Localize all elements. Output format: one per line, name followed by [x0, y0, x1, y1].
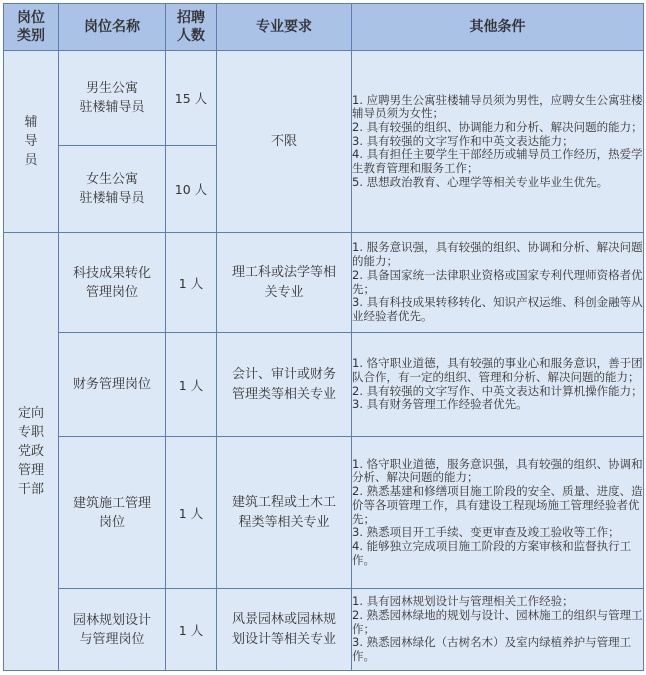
- headcount: 1 人: [166, 437, 217, 589]
- position-name: 男生公寓 驻楼辅导员: [59, 51, 166, 146]
- major-requirement: 会计、审计或财务 管理类等相关专业: [217, 333, 352, 437]
- position-name: 园林规划设计 与管理岗位: [59, 589, 166, 671]
- header-conditions: 其他条件: [352, 4, 644, 51]
- position-name: 建筑施工管理 岗位: [59, 437, 166, 589]
- recruitment-table: [3, 3, 644, 671]
- headcount: 1 人: [166, 589, 217, 671]
- header-category: 岗位 类别: [4, 4, 59, 51]
- header-position-name: 岗位名称: [59, 4, 166, 51]
- headcount: 15 人: [166, 51, 217, 146]
- other-conditions: 1. 应聘男生公寓驻楼辅导员须为男性，应聘女生公寓驻楼辅导员须为女性； 2. 具有较强的组织、协调能力和分析、解决问题的能力； 3. 具有较强的文字写作和中英文表达能力； 4. 具有担任主要学生干部经历或辅导员工作经历，热爱学生教育管理和服务工作； 5. 思想政治教育、心理学等相关专业毕业生优先。: [352, 51, 644, 233]
- other-conditions: 1. 恪守职业道德，具有较强的事业心和服务意识，善于团队合作，有一定的组织、管理和分析、解决问题的能力； 2. 具有较强的文字写作、中英文表达和计算机操作能力； 3. 具有财务管理工作经验者优先。: [352, 333, 644, 437]
- headcount: 1 人: [166, 233, 217, 333]
- header-row: [4, 4, 644, 51]
- headcount: 10 人: [166, 146, 217, 233]
- table-row: [4, 233, 644, 333]
- category-counselor: 辅 导 员: [4, 51, 59, 233]
- position-name: 科技成果转化 管理岗位: [59, 233, 166, 333]
- category-admin-cadre: 定向 专职 党政 管理 干部: [4, 233, 59, 671]
- other-conditions: 1. 服务意识强，具有较强的组织、协调和分析、解决问题的能力； 2. 具备国家统一法律职业资格或国家专利代理师资格者优先； 3. 具有科技成果转移转化、知识产权运维、科创金融等从业经验者优先。: [352, 233, 644, 333]
- table-row: [4, 333, 644, 437]
- major-requirement: 建筑工程或土木工 程类等相关专业: [217, 437, 352, 589]
- table-row: [4, 589, 644, 671]
- table-row: [4, 437, 644, 589]
- major-requirement: 风景园林或园林规 划设计等相关专业: [217, 589, 352, 671]
- major-requirement: 不限: [217, 51, 352, 233]
- major-requirement: 理工科或法学等相 关专业: [217, 233, 352, 333]
- header-major: 专业要求: [217, 4, 352, 51]
- other-conditions: 1. 具有园林规划设计与管理相关工作经验； 2. 熟悉园林绿地的规划与设计、园林施工的组织与管理工作； 3. 熟悉园林绿化（古树名木）及室内绿植养护与管理工作。: [352, 589, 644, 671]
- headcount: 1 人: [166, 333, 217, 437]
- table-row: [4, 51, 644, 146]
- other-conditions: 1. 恪守职业道德，服务意识强，具有较强的组织、协调和分析、解决问题的能力； 2. 熟悉基建和修缮项目施工阶段的安全、质量、进度、造价等各项管理工作，具有建设工程现场施工管理经验者优先； 3. 熟悉项目开工手续、变更审查及竣工验收等工作； 4. 能够独立完成项目施工阶段的方案审核和监督执行工作。: [352, 437, 644, 589]
- header-headcount: 招聘 人数: [166, 4, 217, 51]
- position-name: 财务管理岗位: [59, 333, 166, 437]
- position-name: 女生公寓 驻楼辅导员: [59, 146, 166, 233]
